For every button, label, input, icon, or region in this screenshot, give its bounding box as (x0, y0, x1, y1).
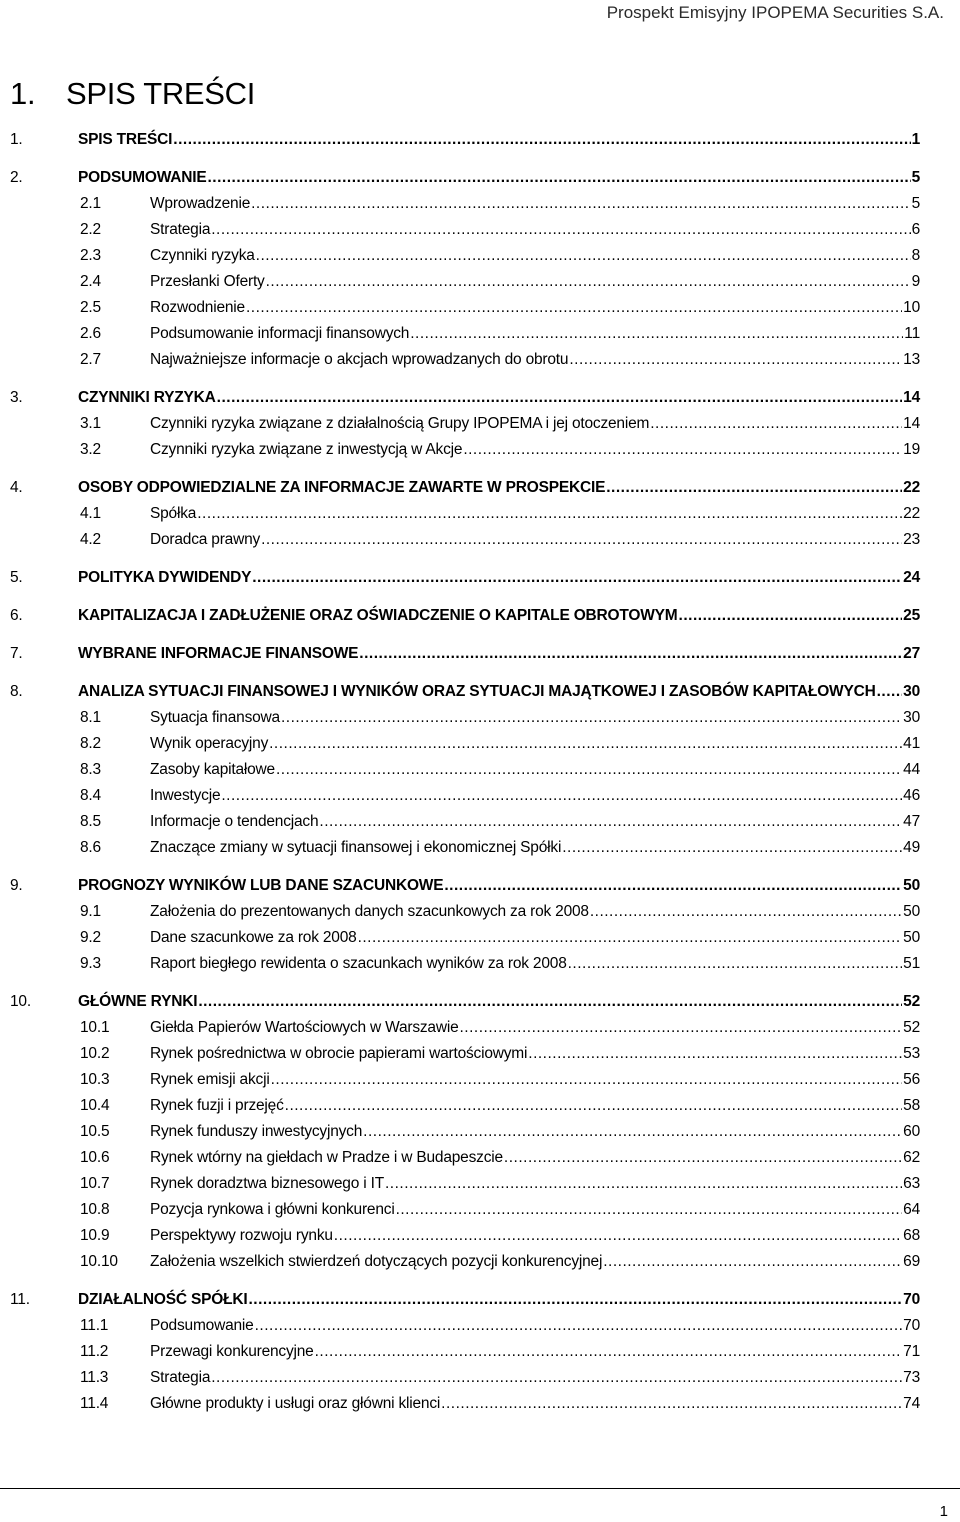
toc-section-entry[interactable] (10, 294, 920, 320)
dot-leader (650, 415, 902, 433)
toc-entry-number: 10.5 (80, 1123, 110, 1140)
toc-entry-label[interactable]: POLITYKA DYWIDENDY (78, 569, 252, 586)
toc-entry-label[interactable]: Rynek doradztwa biznesowego i IT (150, 1175, 384, 1192)
toc-entry-line (150, 325, 920, 343)
toc-section-entry[interactable] (10, 1118, 920, 1144)
toc-entry-page: 5 (911, 169, 920, 186)
toc-entry-page: 30 (903, 709, 920, 726)
dot-leader (568, 955, 903, 973)
dot-leader (285, 1097, 903, 1115)
toc-section-entry[interactable] (10, 1222, 920, 1248)
footer-divider (0, 1488, 960, 1489)
toc-entry-number: 8. (10, 683, 23, 700)
dot-leader (255, 1317, 903, 1335)
toc-entry-line (150, 761, 920, 779)
toc-entry-number: 2.6 (80, 325, 101, 342)
toc-entry-page: 68 (903, 1227, 920, 1244)
toc-entry-label[interactable]: Najważniejsze informacje o akcjach wprowadzanych do obrotu (150, 351, 569, 368)
toc-chapter-entry[interactable] (10, 384, 920, 410)
toc-entry-page: 6 (911, 221, 920, 238)
toc-section-entry[interactable] (10, 190, 920, 216)
toc-entry-line (150, 1175, 920, 1193)
toc-entry-line (150, 1369, 920, 1387)
dot-leader (217, 389, 903, 407)
toc-section-entry[interactable] (10, 924, 920, 950)
toc-entry-label[interactable]: Strategia (150, 1369, 211, 1386)
dot-leader (221, 787, 902, 805)
toc-entry-line (150, 955, 920, 973)
dot-leader (251, 195, 910, 213)
toc-entry-number: 10.10 (80, 1253, 118, 1270)
toc-entry-page: 71 (903, 1343, 920, 1360)
toc-chapter-entry[interactable] (10, 988, 920, 1014)
toc-entry-number: 11.4 (80, 1395, 109, 1412)
toc-entry-page: 60 (903, 1123, 920, 1140)
toc-entry-number: 9. (10, 877, 23, 894)
toc-entry-page: 41 (903, 735, 920, 752)
toc-entry-label[interactable]: Znaczące zmiany w sytuacji finansowej i ekonomicznej Spółki (150, 839, 562, 856)
toc-section-entry[interactable] (10, 410, 920, 436)
dot-leader (248, 1291, 902, 1309)
toc-section-entry[interactable] (10, 526, 920, 552)
toc-entry-number: 2.5 (80, 299, 101, 316)
toc-entry-number: 8.1 (80, 709, 101, 726)
toc-chapter-entry[interactable] (10, 602, 920, 628)
toc-section-entry[interactable] (10, 346, 920, 372)
dot-leader (252, 569, 902, 587)
toc-entry-page: 19 (903, 441, 920, 458)
toc-section-entry[interactable] (10, 1040, 920, 1066)
toc-entry-label[interactable]: Przewagi konkurencyjne (150, 1343, 314, 1360)
toc-entry-line (78, 1291, 920, 1309)
toc-entry-line (150, 1253, 920, 1271)
toc-entry-line (78, 645, 920, 663)
toc-entry-number: 10.7 (80, 1175, 110, 1192)
toc-entry-label[interactable]: GŁÓWNE RYNKI (78, 993, 198, 1010)
toc-entry-number: 9.1 (80, 903, 101, 920)
toc-entry-line (150, 505, 920, 523)
toc-entry-line (78, 169, 920, 187)
dot-leader (504, 1149, 902, 1167)
toc-section-entry[interactable] (10, 756, 920, 782)
toc-chapter-entry[interactable] (10, 474, 920, 500)
dot-leader (173, 131, 910, 149)
toc-section-entry[interactable] (10, 320, 920, 346)
toc-entry-page: 9 (911, 273, 920, 290)
toc-entry-page: 63 (903, 1175, 920, 1192)
toc-entry-number: 4.1 (80, 505, 101, 522)
toc-entry-page: 22 (903, 479, 920, 496)
toc-entry-page: 47 (903, 813, 920, 830)
toc-entry-line (78, 479, 920, 497)
toc-section-entry[interactable] (10, 1248, 920, 1274)
toc-entry-label[interactable]: Informacje o tendencjach (150, 813, 319, 830)
dot-leader (363, 1123, 902, 1141)
toc-entry-page: 30 (903, 683, 920, 700)
toc-entry-number: 3. (10, 389, 23, 406)
toc-section-entry[interactable] (10, 950, 920, 976)
toc-entry-line (150, 1123, 920, 1141)
toc-section-entry[interactable] (10, 704, 920, 730)
toc-entry-number: 2.1 (80, 195, 101, 212)
toc-entry-line (78, 683, 920, 701)
toc-entry-label[interactable]: ANALIZA SYTUACJI FINANSOWEJ I WYNIKÓW ORAZ SYTUACJI MAJĄTKOWEJ I ZASOBÓW KAPITAŁOWYCH (78, 683, 876, 700)
dot-leader (276, 761, 902, 779)
toc-entry-line (150, 903, 920, 921)
toc-entry-label[interactable]: Założenia do prezentowanych danych szacunkowych za rok 2008 (150, 903, 589, 920)
toc-entry-number: 3.1 (80, 415, 101, 432)
toc-entry-page: 5 (911, 195, 920, 212)
toc-entry-line (150, 351, 920, 369)
toc-entry-number: 11.2 (80, 1343, 109, 1360)
toc-entry-page: 10 (903, 299, 920, 316)
toc-entry-number: 10.4 (80, 1097, 110, 1114)
toc-entry-line (150, 709, 920, 727)
toc-entry-number: 5. (10, 569, 23, 586)
page-number: 1 (939, 1503, 948, 1520)
dot-leader (256, 247, 911, 265)
toc-entry-page: 74 (903, 1395, 920, 1412)
toc-entry-page: 27 (903, 645, 920, 662)
toc-entry-line (150, 787, 920, 805)
dot-leader (528, 1045, 902, 1063)
dot-leader (679, 607, 903, 625)
running-header: Prospekt Emisyjny IPOPEMA Securities S.A. (606, 3, 944, 22)
toc-entry-number: 2.4 (80, 273, 101, 290)
toc-entry-page: 23 (903, 531, 920, 548)
page-title (10, 76, 255, 112)
toc-section-entry[interactable] (10, 834, 920, 860)
toc-entry-page: 46 (903, 787, 920, 804)
toc-chapter-entry[interactable] (10, 640, 920, 666)
toc-entry-number: 6. (10, 607, 23, 624)
toc-section-entry[interactable] (10, 730, 920, 756)
toc-entry-page: 44 (903, 761, 920, 778)
toc-entry-label[interactable]: KAPITALIZACJA I ZADŁUŻENIE ORAZ OŚWIADCZENIE O KAPITALE OBROTOWYM (78, 607, 678, 624)
toc-entry-label[interactable]: Perspektywy rozwoju rynku (150, 1227, 333, 1244)
table-of-contents (10, 126, 920, 1416)
toc-entry-number: 11.1 (80, 1317, 109, 1334)
dot-leader (246, 299, 902, 317)
dot-leader (590, 903, 902, 921)
toc-entry-line (150, 929, 920, 947)
toc-entry-line (78, 877, 920, 895)
toc-entry-line (78, 569, 920, 587)
toc-entry-label[interactable]: WYBRANE INFORMACJE FINANSOWE (78, 645, 359, 662)
dot-leader (444, 877, 902, 895)
toc-entry-page: 73 (903, 1369, 920, 1386)
toc-entry-number: 4. (10, 479, 23, 496)
toc-entry-page: 58 (903, 1097, 920, 1114)
toc-entry-label[interactable]: Sytuacja finansowa (150, 709, 280, 726)
toc-entry-line (150, 1045, 920, 1063)
toc-entry-label[interactable]: Zasoby kapitałowe (150, 761, 275, 778)
toc-entry-page: 62 (903, 1149, 920, 1166)
dot-leader (877, 683, 903, 701)
toc-entry-label[interactable]: Strategia (150, 221, 211, 238)
toc-entry-line (150, 273, 920, 291)
toc-entry-page: 70 (903, 1317, 920, 1334)
toc-entry-number: 4.2 (80, 531, 101, 548)
toc-entry-page: 56 (903, 1071, 920, 1088)
toc-entry-page: 14 (903, 389, 920, 406)
toc-entry-line (150, 195, 920, 213)
toc-entry-label[interactable]: Wprowadzenie (150, 195, 251, 212)
toc-entry-number: 10.2 (80, 1045, 110, 1062)
toc-entry-page: 70 (903, 1291, 920, 1308)
toc-entry-line (150, 415, 920, 433)
toc-section-entry[interactable] (10, 1338, 920, 1364)
toc-entry-number: 8.4 (80, 787, 101, 804)
toc-section-entry[interactable] (10, 436, 920, 462)
toc-chapter-entry[interactable] (10, 872, 920, 898)
toc-entry-page: 24 (903, 569, 920, 586)
dot-leader (385, 1175, 902, 1193)
toc-chapter-entry[interactable] (10, 678, 920, 704)
toc-entry-page: 50 (903, 929, 920, 946)
toc-section-entry[interactable] (10, 500, 920, 526)
toc-entry-line (150, 1149, 920, 1167)
toc-section-entry[interactable] (10, 1066, 920, 1092)
dot-leader (606, 479, 902, 497)
toc-entry-page: 13 (903, 351, 920, 368)
toc-entry-line (150, 247, 920, 265)
toc-entry-label[interactable]: Wynik operacyjny (150, 735, 269, 752)
toc-entry-line (150, 299, 920, 317)
toc-entry-line (150, 221, 920, 239)
toc-section-entry[interactable] (10, 782, 920, 808)
toc-entry-page: 52 (903, 993, 920, 1010)
toc-entry-label[interactable]: Rynek fuzji i przejęć (150, 1097, 284, 1114)
toc-entry-label[interactable]: Podsumowanie (150, 1317, 254, 1334)
toc-entry-label[interactable]: Dane szacunkowe za rok 2008 (150, 929, 357, 946)
toc-entry-page: 49 (903, 839, 920, 856)
page-title-text: SPIS TREŚCI (66, 76, 256, 111)
toc-entry-label[interactable]: Czynniki ryzyka (150, 247, 255, 264)
toc-entry-page: 25 (903, 607, 920, 624)
toc-entry-line (150, 1343, 920, 1361)
toc-entry-page: 53 (903, 1045, 920, 1062)
toc-entry-number: 2.7 (80, 351, 101, 368)
toc-entry-line (78, 131, 920, 149)
dot-leader (208, 169, 911, 187)
toc-entry-line (150, 1097, 920, 1115)
toc-section-entry[interactable] (10, 1196, 920, 1222)
dot-leader (569, 351, 902, 369)
toc-entry-label[interactable]: Główne produkty i usługi oraz główni klienci (150, 1395, 441, 1412)
toc-section-entry[interactable] (10, 1364, 920, 1390)
toc-entry-label[interactable]: Rynek emisji akcji (150, 1071, 270, 1088)
toc-entry-label[interactable]: DZIAŁALNOŚĆ SPÓŁKI (78, 1291, 248, 1308)
toc-entry-line (150, 441, 920, 459)
toc-section-entry[interactable] (10, 268, 920, 294)
dot-leader (358, 929, 903, 947)
toc-entry-label[interactable]: Pozycja rynkowa i główni konkurenci (150, 1201, 395, 1218)
dot-leader (359, 645, 902, 663)
toc-entry-label[interactable]: Przesłanki Oferty (150, 273, 265, 290)
page-title-number: 1. (10, 76, 36, 111)
toc-entry-line (78, 993, 920, 1011)
toc-entry-number: 10.1 (80, 1019, 110, 1036)
toc-entry-label[interactable]: PROGNOZY WYNIKÓW LUB DANE SZACUNKOWE (78, 877, 444, 894)
toc-chapter-entry[interactable] (10, 1286, 920, 1312)
dot-leader (319, 813, 902, 831)
toc-entry-number: 11. (10, 1291, 30, 1308)
toc-chapter-entry[interactable] (10, 564, 920, 590)
toc-entry-number: 1. (10, 131, 23, 148)
dot-leader (197, 505, 902, 523)
toc-entry-line (150, 839, 920, 857)
toc-entry-number: 8.6 (80, 839, 101, 856)
toc-entry-number: 7. (10, 645, 23, 662)
toc-entry-label[interactable]: CZYNNIKI RYZYKA (78, 389, 216, 406)
toc-entry-label[interactable]: Założenia wszelkich stwierdzeń dotyczących pozycji konkurencyjnej (150, 1253, 603, 1270)
dot-leader (396, 1201, 903, 1219)
toc-chapter-entry[interactable] (10, 164, 920, 190)
toc-entry-number: 10.6 (80, 1149, 110, 1166)
toc-entry-line (150, 1019, 920, 1037)
dot-leader (211, 221, 910, 239)
toc-entry-page: 69 (903, 1253, 920, 1270)
toc-entry-label[interactable]: Rynek funduszy inwestycyjnych (150, 1123, 363, 1140)
toc-section-entry[interactable] (10, 1014, 920, 1040)
toc-entry-line (150, 1227, 920, 1245)
toc-entry-label[interactable]: Rozwodnienie (150, 299, 245, 316)
toc-entry-line (150, 735, 920, 753)
toc-entry-label[interactable]: Inwestycje (150, 787, 221, 804)
toc-section-entry[interactable] (10, 898, 920, 924)
toc-entry-line (78, 607, 920, 625)
toc-entry-line (150, 1071, 920, 1089)
toc-entry-page: 14 (903, 415, 920, 432)
dot-leader (315, 1343, 903, 1361)
toc-entry-label[interactable]: SPIS TREŚCI (78, 131, 173, 148)
dot-leader (211, 1369, 902, 1387)
dot-leader (460, 1019, 903, 1037)
toc-entry-line (150, 813, 920, 831)
toc-entry-label[interactable]: Czynniki ryzyka związane z inwestycją w Akcje (150, 441, 463, 458)
dot-leader (463, 441, 902, 459)
dot-leader (562, 839, 902, 857)
toc-entry-label[interactable]: Giełda Papierów Wartościowych w Warszawie (150, 1019, 459, 1036)
toc-entry-label[interactable]: Rynek pośrednictwa w obrocie papierami wartościowymi (150, 1045, 528, 1062)
toc-entry-number: 10. (10, 993, 31, 1010)
toc-entry-line (150, 1317, 920, 1335)
dot-leader (441, 1395, 902, 1413)
toc-entry-number: 9.2 (80, 929, 101, 946)
toc-entry-page: 22 (903, 505, 920, 522)
toc-entry-label[interactable]: PODSUMOWANIE (78, 169, 207, 186)
toc-entry-label[interactable]: Rynek wtórny na giełdach w Pradze i w Budapeszcie (150, 1149, 503, 1166)
toc-entry-number: 2.2 (80, 221, 101, 238)
toc-entry-number: 8.3 (80, 761, 101, 778)
dot-leader (271, 1071, 903, 1089)
toc-entry-number: 10.8 (80, 1201, 110, 1218)
dot-leader (266, 273, 911, 291)
dot-leader (269, 735, 902, 753)
toc-entry-line (150, 1201, 920, 1219)
toc-entry-page: 1 (911, 131, 920, 148)
dot-leader (410, 325, 903, 343)
toc-entry-number: 3.2 (80, 441, 101, 458)
toc-entry-page: 11 (904, 325, 920, 342)
toc-section-entry[interactable] (10, 1390, 920, 1416)
toc-entry-number: 2.3 (80, 247, 101, 264)
toc-entry-line (150, 1395, 920, 1413)
dot-leader (603, 1253, 902, 1271)
toc-entry-page: 50 (903, 903, 920, 920)
toc-section-entry[interactable] (10, 216, 920, 242)
toc-entry-label[interactable]: OSOBY ODPOWIEDZIALNE ZA INFORMACJE ZAWARTE W PROSPEKCIE (78, 479, 606, 496)
toc-entry-label[interactable]: Czynniki ryzyka związane z działalnością Grupy IPOPEMA i jej otoczeniem (150, 415, 650, 432)
toc-entry-number: 10.3 (80, 1071, 110, 1088)
toc-entry-line (150, 531, 920, 549)
toc-entry-number: 2. (10, 169, 23, 186)
toc-entry-number: 8.5 (80, 813, 101, 830)
toc-entry-page: 8 (911, 247, 920, 264)
toc-entry-number: 9.3 (80, 955, 101, 972)
toc-section-entry[interactable] (10, 808, 920, 834)
toc-entry-number: 10.9 (80, 1227, 110, 1244)
toc-chapter-entry[interactable] (10, 126, 920, 152)
dot-leader (198, 993, 902, 1011)
toc-section-entry[interactable] (10, 1144, 920, 1170)
toc-entry-page: 64 (903, 1201, 920, 1218)
toc-entry-line (78, 389, 920, 407)
dot-leader (261, 531, 902, 549)
toc-section-entry[interactable] (10, 242, 920, 268)
dot-leader (281, 709, 902, 727)
toc-section-entry[interactable] (10, 1312, 920, 1338)
toc-section-entry[interactable] (10, 1170, 920, 1196)
toc-entry-page: 50 (903, 877, 920, 894)
toc-entry-page: 51 (903, 955, 920, 972)
toc-entry-label[interactable]: Raport biegłego rewidenta o szacunkach wyników za rok 2008 (150, 955, 567, 972)
toc-entry-number: 11.3 (80, 1369, 109, 1386)
toc-section-entry[interactable] (10, 1092, 920, 1118)
toc-entry-number: 8.2 (80, 735, 101, 752)
toc-entry-label[interactable]: Doradca prawny (150, 531, 261, 548)
toc-entry-page: 52 (903, 1019, 920, 1036)
dot-leader (334, 1227, 902, 1245)
toc-entry-label[interactable]: Spółka (150, 505, 197, 522)
toc-entry-label[interactable]: Podsumowanie informacji finansowych (150, 325, 410, 342)
